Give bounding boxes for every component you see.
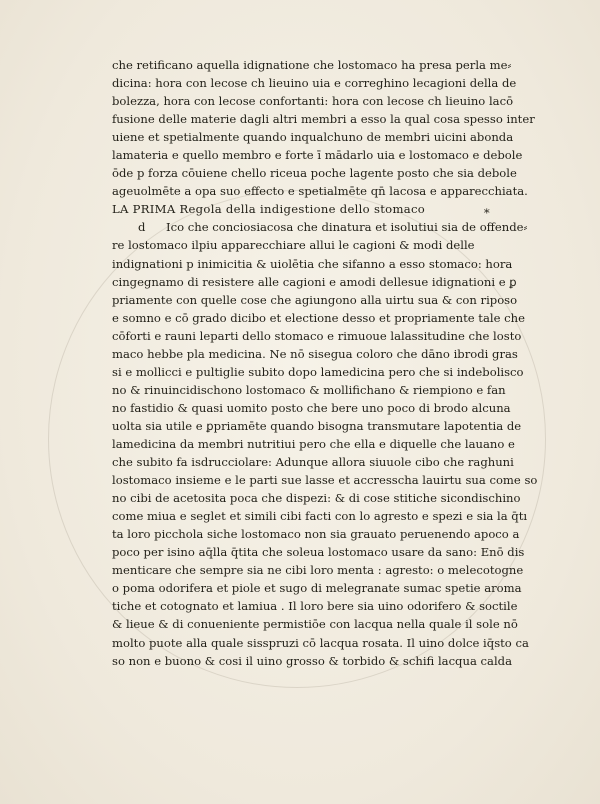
heading-mark: ⁎	[483, 202, 490, 217]
text-line: no cibi de acetosita poca che dispezi: & di cose stitiche sicondischino	[112, 491, 521, 506]
text-line: uolta sia utile e ꝑpriamēte quando bisogna transmutare lapotentia de	[112, 418, 522, 433]
text-line: priamente con quelle cose che agiungono alla uirtu sua & con riposo	[112, 292, 518, 307]
text-line: maco hebbe pla medicina. Ne nō sisegua coloro che dāno ibrodi gras	[112, 346, 518, 361]
text-line: bolezza, hora con lecose confortanti: hora con lecose ch lieuino lacō	[112, 94, 514, 109]
text-line: o poma odorifera et piole et sugo di melegranate sumac spetie aroma	[112, 581, 522, 596]
text-line: no fastidio & quasi uomito posto che bere uno poco di brodo alcuna	[112, 400, 511, 415]
section-heading: LA PRIMA Regola della indigestione dello stomaco	[112, 202, 426, 217]
text-line: e somno e cō grado dicibo et electione desso et propriamente tale che	[112, 310, 525, 325]
text-block	[112, 56, 552, 670]
text-line: poco per isino aq̄lla q̄tita che soleua lostomaco usare da sano: Enō dis	[112, 545, 525, 560]
text-line: ta loro picchola siche lostomaco non sia grauato peruenendo apoco a	[112, 527, 520, 542]
text-line: & lieue & di conueniente permistiōe con lacqua nella quale il sole nō	[112, 617, 518, 632]
text-line: che retificano aquella idignatione che lostomaco ha presa perla me⸗	[112, 58, 512, 72]
text-line: so non e buono & cosi il uino grosso & torbido & schifi lacqua calda	[112, 653, 512, 668]
paragraph-body	[112, 236, 552, 669]
text-line: tiche et cotognato et lamiua . Il loro bere sia uino odorifero & soctile	[112, 599, 518, 614]
text-line: cingegnamo di resistere alle cagioni e amodi dellesue idignationi e ꝑ	[112, 274, 517, 289]
text-line: lostomaco insieme e le parti sue lasse et accresscha lauirtu sua come so	[112, 473, 538, 488]
text-line: molto puote alla quale sisspruzi cō lacqua rosata. Il uino dolce iq̄sto ca	[112, 635, 529, 650]
text-line: che subito fa isdrucciolare: Adunque allora siuuole cibo che raghuni	[112, 455, 514, 470]
initial-guide-letter: d	[138, 220, 146, 235]
text-line: uiene et spetialmente quando inqualchuno de membri uicini abonda	[112, 130, 514, 145]
text-line: cōforti e rauni leparti dello stomaco e rimuoue lalassitudine che losto	[112, 328, 522, 343]
text-line: si e mollicci e pultiglie subito dopo lamedicina pero che si indebolisco	[112, 364, 524, 379]
text-line: lamateria e quello membro e forte ī mādarlo uia e lostomaco e debole	[112, 148, 523, 163]
section-heading-line	[112, 200, 552, 218]
paragraph-first-line	[112, 218, 552, 236]
text-line: fusione delle materie dagli altri membri a esso la qual cosa spesso inter	[112, 112, 535, 127]
text-line: lamedicina da membri nutritiui pero che ella e diquelle che lauano e	[112, 436, 515, 451]
text-line: re lostomaco ilpiu apparecchiare allui le cagioni & modi delle	[112, 238, 475, 253]
text-line: no & rinuincidischono lostomaco & mollifichano & riempiono e fan	[112, 382, 506, 397]
text-line: menticare che sempre sia ne cibi loro menta : agresto: o melecotogne	[112, 563, 524, 578]
text-line: ageuolmēte a opa suo effecto e spetialmēte qn̄ lacosa e apparecchiata.	[112, 184, 528, 199]
text-line: dicina: hora con lecose ch lieuino uia e correghino lecagioni della de	[112, 76, 517, 91]
paragraph-first-text: Ico che conciosiacosa che dinatura et isolutiui sia de offende⸗	[166, 220, 528, 235]
text-line: come miua e seglet et simili cibi facti con lo agresto e spezi e sia la q̄tı	[112, 509, 528, 524]
text-line: ōde p forza cōuiene chello riceua poche lagente posto che sia debole	[112, 166, 517, 181]
text-line: indignationi p inimicitia & uiolētia che sifanno a esso stomaco: hora	[112, 256, 513, 271]
